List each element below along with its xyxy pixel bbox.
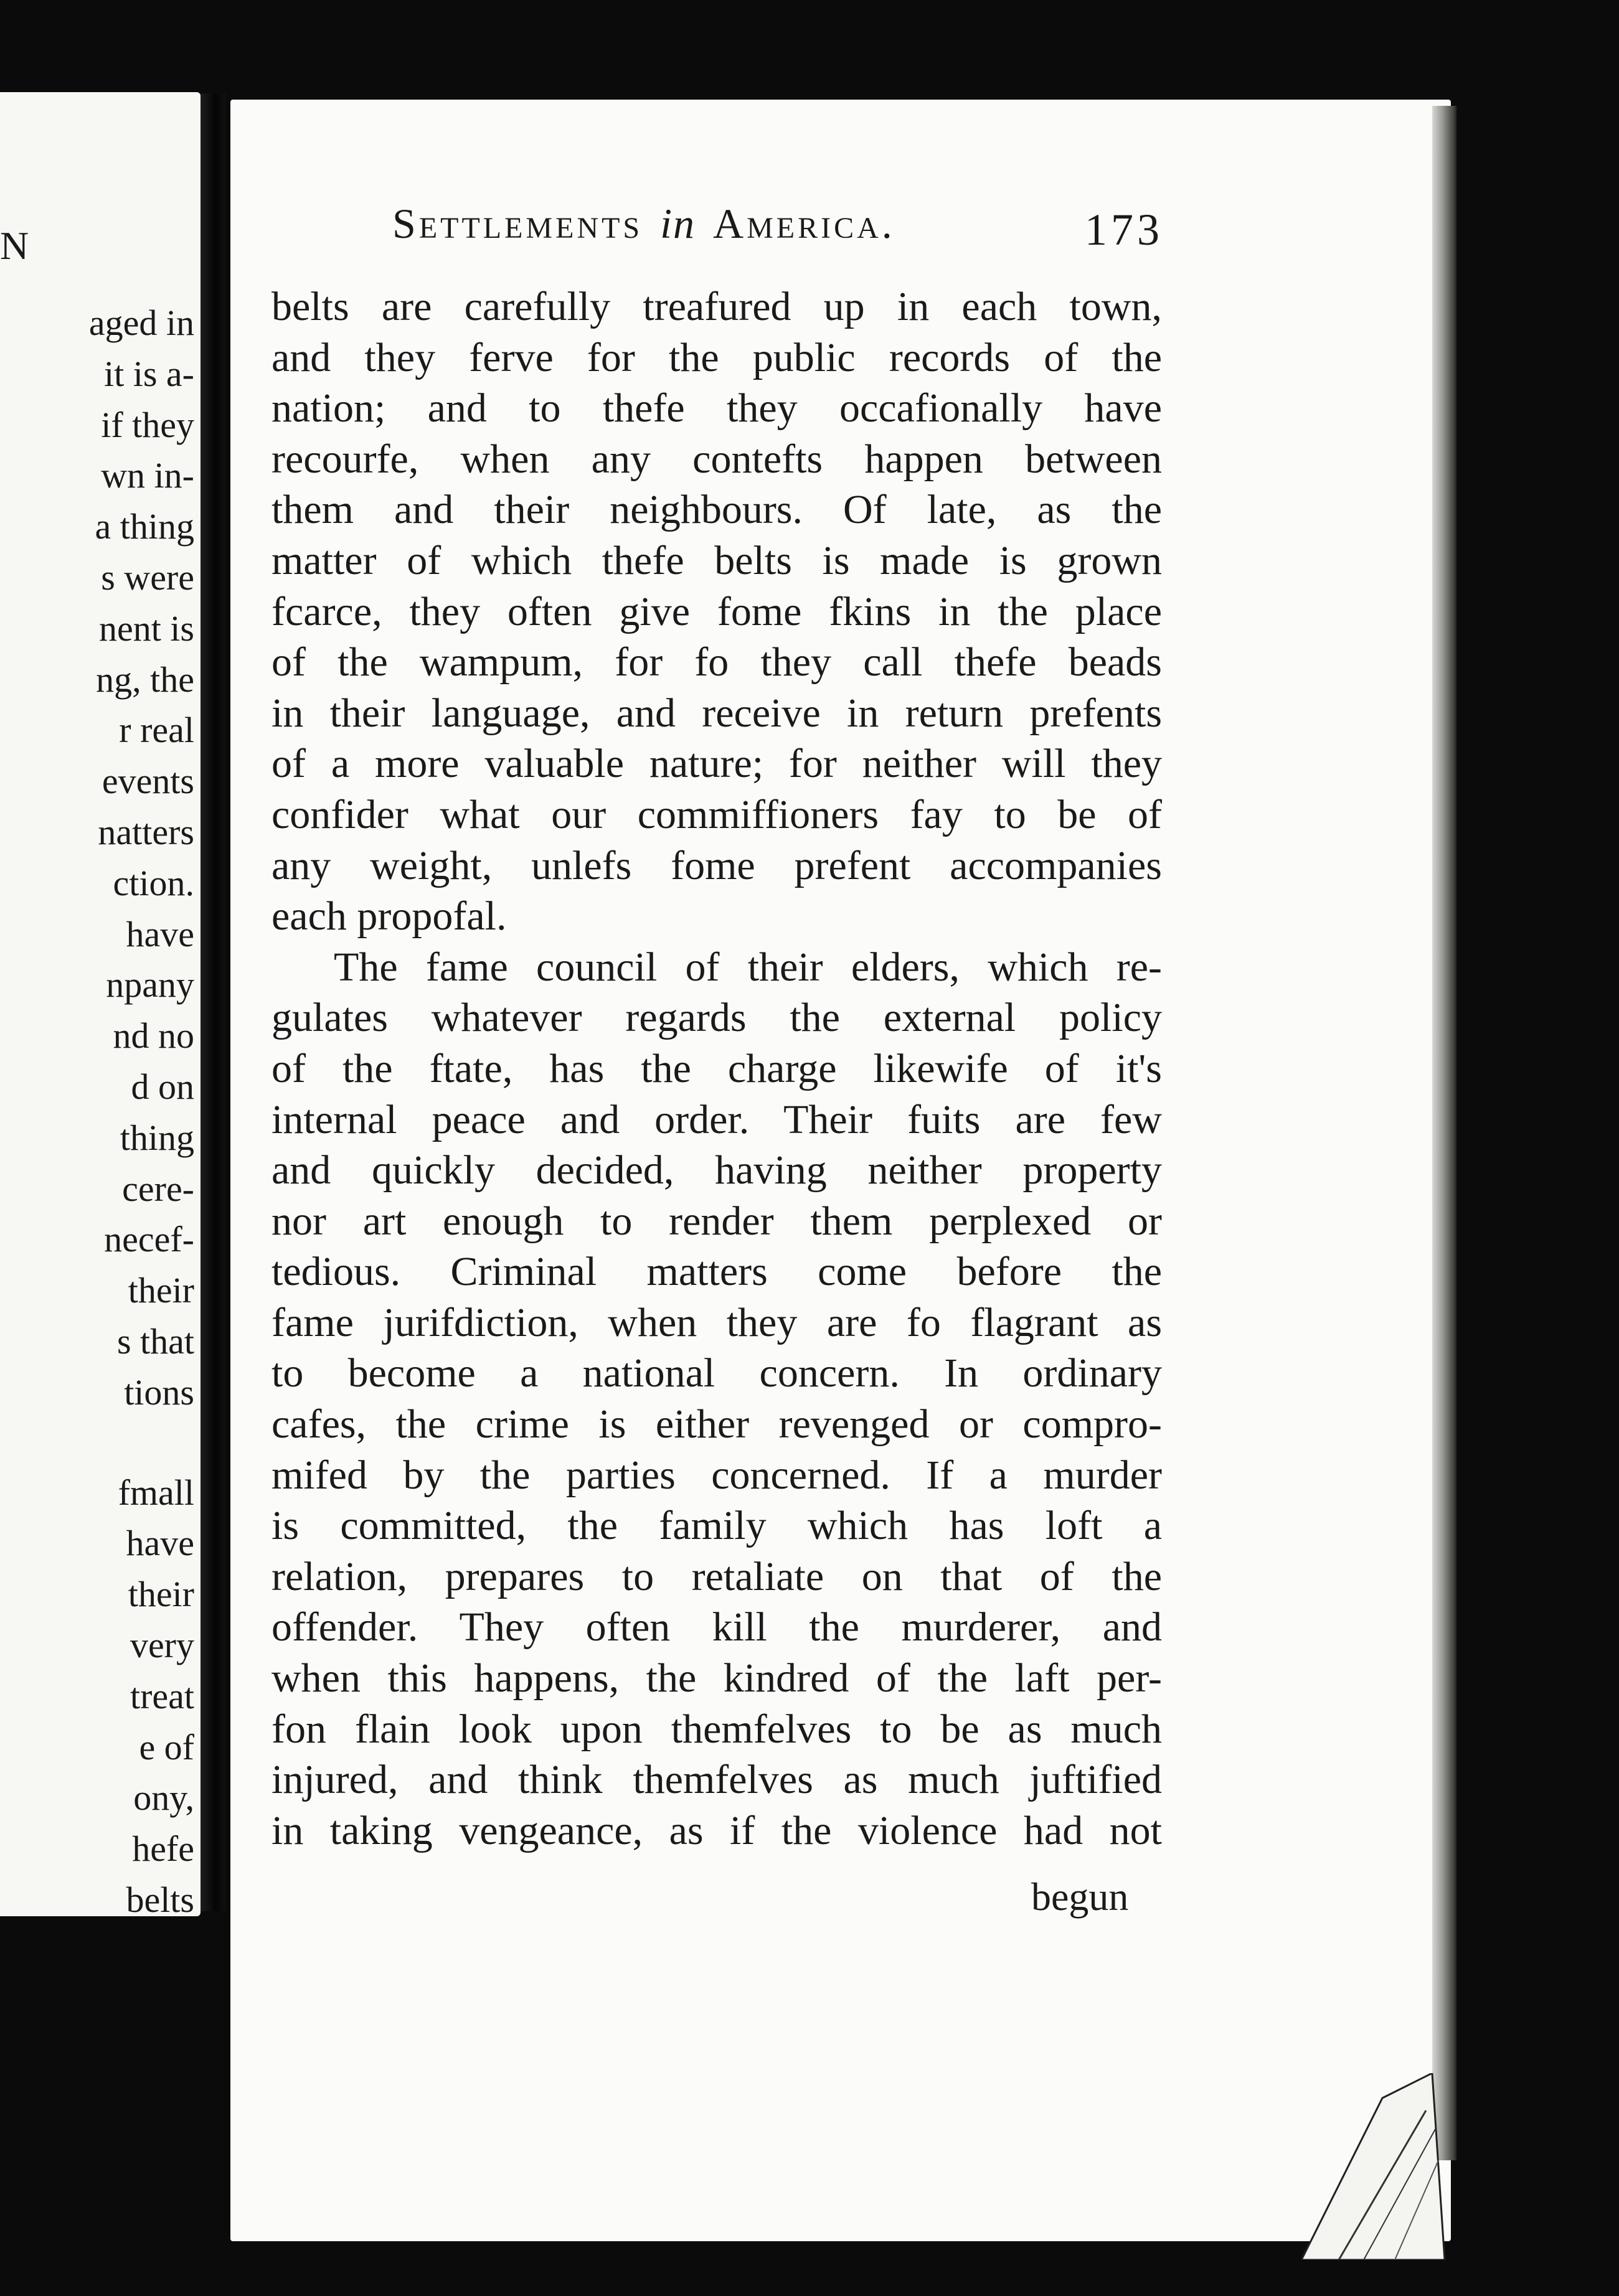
book-gutter [201, 93, 225, 1911]
text-line: of the ftate, has the charge likewife of it's [271, 1045, 1162, 1091]
text-line: nation; and to thefe they occafionally have [271, 385, 1162, 431]
text-line: matter of which thefe belts is made is grown [271, 537, 1162, 583]
facing-page-line: e of [139, 1726, 194, 1767]
text-line: offender. They often kill the murderer, and [271, 1604, 1162, 1650]
facing-page-line: hefe [132, 1828, 194, 1870]
facing-page-line: fmall [118, 1472, 194, 1513]
text-line: recourfe, when any contefts happen between [271, 436, 1162, 482]
text-line: of the wampum, for fo they call thefe beads [271, 639, 1162, 685]
facing-page-line: necef- [104, 1219, 194, 1260]
running-head-settlements: Settlements [392, 200, 643, 247]
facing-page-line: wn in- [101, 455, 194, 496]
facing-page-line: treat [130, 1675, 194, 1716]
facing-page-text [0, 298, 194, 1916]
text-line: of a more valuable nature; for neither will they [271, 741, 1162, 787]
facing-page-line: belts [126, 1879, 194, 1916]
text-line: fon flain look upon themfelves to be as much [271, 1706, 1162, 1752]
facing-page-line: events [101, 761, 194, 802]
facing-page-line: s were [101, 557, 194, 598]
page-edge [1432, 106, 1457, 2160]
text-line: tedious. Criminal matters come before the [271, 1249, 1162, 1295]
facing-page-line: have [126, 913, 194, 954]
facing-page-line: nent is [98, 608, 194, 649]
facing-page-line: aged in [88, 303, 194, 343]
facing-page-line: thing [120, 1117, 194, 1158]
facing-page-line: s that [116, 1320, 194, 1362]
text-line: any weight, unlefs fome prefent accompanies [271, 842, 1162, 888]
facing-page-line: r real [119, 710, 194, 751]
facing-page-line: tions [124, 1371, 194, 1413]
catchword: begun [1031, 1875, 1129, 1919]
text-line: The fame council of their elders, which re- [334, 944, 1162, 990]
facing-page-line: cere- [122, 1168, 194, 1209]
facing-page-line [0, 1418, 194, 1467]
running-head-america: America. [713, 200, 895, 247]
text-line: injured, and think themfelves as much juftified [271, 1757, 1162, 1803]
facing-page-line: nd no [113, 1015, 194, 1056]
text-line: each propofal. [271, 893, 507, 939]
body-text [271, 281, 1162, 1856]
text-line: in their language, and receive in return prefents [271, 690, 1162, 736]
facing-page-line: ng, the [96, 659, 194, 700]
facing-page-line: have [126, 1523, 194, 1564]
facing-page-line: their [128, 1574, 194, 1615]
facing-page-running-head: N [0, 223, 31, 268]
running-head-in: in [660, 200, 696, 247]
facing-page-line: a thing [95, 506, 194, 547]
text-line: belts are carefully treafured up in each town, [271, 284, 1162, 329]
facing-page-line: ony, [133, 1777, 194, 1818]
facing-page-line: very [130, 1624, 194, 1665]
text-line: mifed by the parties concerned. If a murder [271, 1452, 1162, 1498]
text-line: when this happens, the kindred of the laft per- [271, 1655, 1162, 1701]
text-line: to become a national concern. In ordinary [271, 1350, 1162, 1396]
facing-page-line: their [128, 1270, 194, 1311]
facing-page-line: it is a- [104, 353, 194, 394]
facing-page-line: d on [131, 1066, 194, 1107]
text-line: and they ferve for the public records of the [271, 334, 1162, 380]
facing-page-line: natters [98, 811, 194, 852]
text-line: and quickly decided, having neither property [271, 1147, 1162, 1193]
facing-page-line: ction. [113, 862, 194, 903]
text-line: fame jurifdiction, when they are fo flagrant as [271, 1299, 1162, 1345]
text-line: internal peace and order. Their fuits are few [271, 1096, 1162, 1142]
page-number: 173 [1085, 205, 1163, 255]
folded-corner [1301, 2073, 1463, 2260]
running-head [392, 199, 895, 248]
text-line: nor art enough to render them perplexed or [271, 1198, 1162, 1244]
text-line: them and their neighbours. Of late, as the [271, 487, 1162, 533]
text-line: is committed, the family which has loft a [271, 1503, 1162, 1549]
facing-page-fragment [0, 92, 201, 1916]
text-line: confider what our commiffioners fay to be of [271, 791, 1162, 837]
facing-page-line: npany [106, 964, 194, 1005]
text-line: relation, prepares to retaliate on that of the [271, 1553, 1162, 1599]
text-line: cafes, the crime is either revenged or compro- [271, 1401, 1162, 1447]
text-line: fcarce, they often give fome fkins in the place [271, 588, 1162, 634]
facing-page-line: if they [101, 404, 194, 445]
text-line: in taking vengeance, as if the violence had not [271, 1807, 1162, 1853]
text-line: gulates whatever regards the external policy [271, 995, 1162, 1041]
